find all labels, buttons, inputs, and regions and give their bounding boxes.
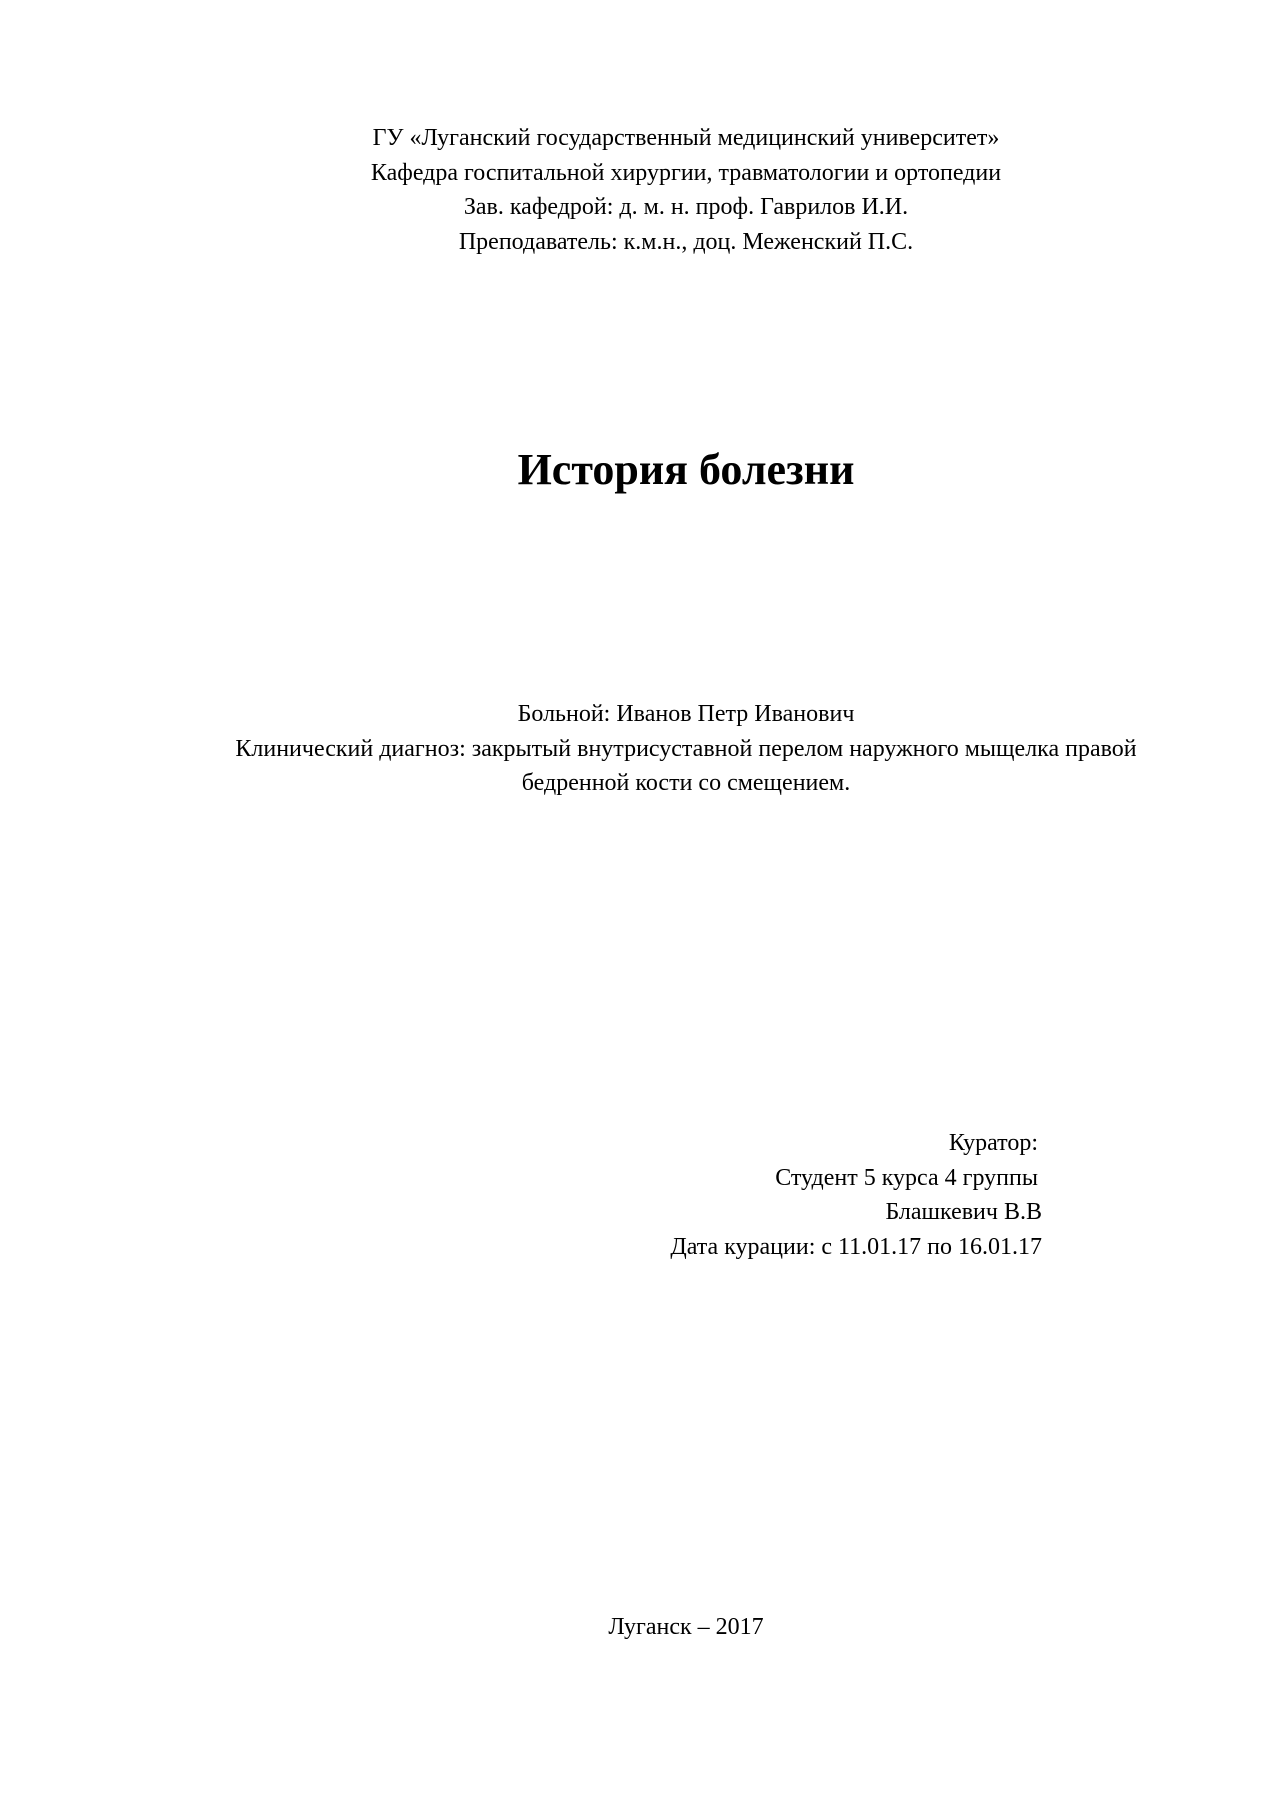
curator-label: Куратор: xyxy=(948,1130,1038,1156)
institution-header xyxy=(0,121,1280,259)
head-of-department: Зав. кафедрой: д. м. н. проф. Гаврилов И.И. xyxy=(463,194,909,220)
curator-info xyxy=(0,1126,1042,1264)
patient-name: Больной: Иванов Петр Иванович xyxy=(517,701,855,727)
teacher-name: Преподаватель: к.м.н., доц. Меженский П.С. xyxy=(458,228,914,255)
diagnosis-line-1: Клинический диагноз: закрытый внутрисуставной перелом наружного мыщелка правой xyxy=(235,735,1137,762)
curator-student: Студент 5 курса 4 группы xyxy=(775,1164,1038,1191)
diagnosis-line-2: бедренной кости со смещением. xyxy=(521,770,851,796)
department-name: Кафедра госпитальной хирургии, травматологии и ортопедии xyxy=(370,159,1002,186)
patient-info xyxy=(0,697,1280,801)
curation-dates: Дата курации: с 11.01.17 по 16.01.17 xyxy=(670,1233,1042,1260)
document-title: История болезни xyxy=(517,445,855,494)
university-name: ГУ «Луганский государственный медицинский университет» xyxy=(372,125,1000,151)
curator-name: Блашкевич В.В xyxy=(885,1199,1042,1225)
city-year: Луганск – 2017 xyxy=(608,1614,764,1640)
